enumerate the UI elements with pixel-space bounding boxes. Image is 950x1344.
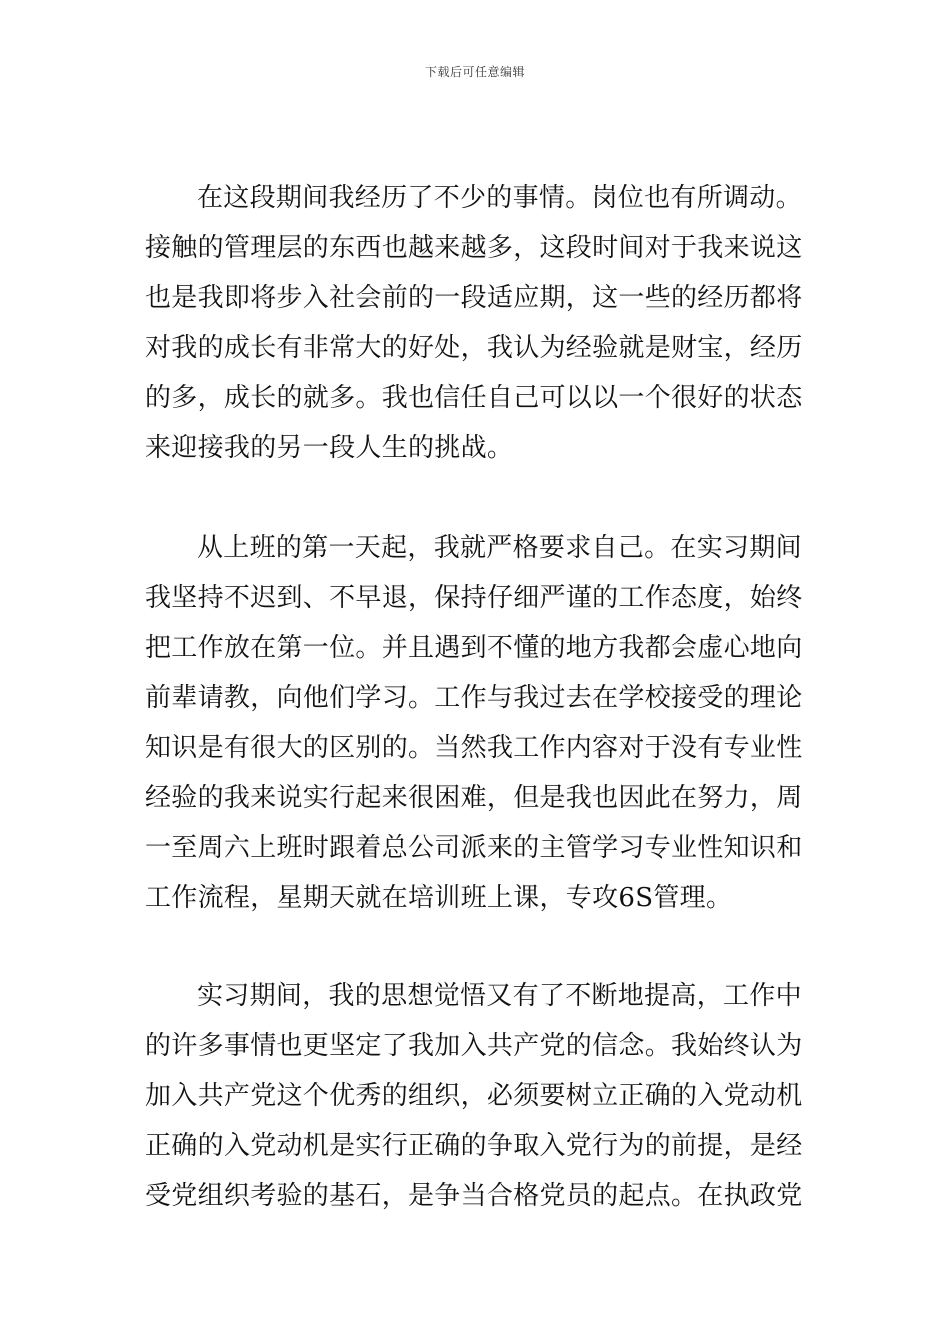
text-line: 接触的管理层的东西也越来越多，这段时间对于我来说这 xyxy=(145,233,803,263)
text-line: 实习期间，我的思想觉悟又有了不断地提高，工作中 xyxy=(197,981,802,1011)
text-line: 从上班的第一天起，我就严格要求自己。在实习期间 xyxy=(197,533,802,563)
text-line: 也是我即将步入社会前的一段适应期，这一些的经历都将 xyxy=(145,283,803,313)
text-line: 工作流程，星期天就在培训班上课，专攻6S管理。 xyxy=(145,883,733,913)
text-line: 加入共产党这个优秀的组织，必须要树立正确的入党动机 xyxy=(145,1081,803,1111)
text-line: 受党组织考验的基石，是争当合格党员的起点。在执政党 xyxy=(145,1181,803,1211)
text-line: 对我的成长有非常大的好处，我认为经验就是财宝，经历 xyxy=(145,333,803,363)
text-line: 经验的我来说实行起来很困难，但是我也因此在努力，周 xyxy=(145,783,803,813)
text-line: 前辈请教，向他们学习。工作与我过去在学校接受的理论 xyxy=(145,683,803,713)
paragraph-3 xyxy=(145,971,810,1221)
text-line: 知识是有很大的区别的。当然我工作内容对于没有专业性 xyxy=(145,733,803,763)
page-header: 下载后可任意编辑 xyxy=(424,65,525,79)
text-line: 来迎接我的另一段人生的挑战。 xyxy=(145,433,514,463)
text-line: 正确的入党动机是实行正确的争取入党行为的前提，是经 xyxy=(145,1131,803,1161)
paragraph-2 xyxy=(145,523,810,923)
text-line: 的多，成长的就多。我也信任自己可以以一个很好的状态 xyxy=(145,383,803,413)
text-line: 一至周六上班时跟着总公司派来的主管学习专业性知识和 xyxy=(145,833,803,863)
text-line: 把工作放在第一位。并且遇到不懂的地方我都会虚心地向 xyxy=(145,633,803,663)
text-line: 的许多事情也更坚定了我加入共产党的信念。我始终认为 xyxy=(145,1031,803,1061)
paragraph-1 xyxy=(145,173,810,473)
text-line: 我坚持不迟到、不早退，保持仔细严谨的工作态度，始终 xyxy=(145,583,803,613)
text-line: 在这段期间我经历了不少的事情。岗位也有所调动。 xyxy=(197,183,802,213)
